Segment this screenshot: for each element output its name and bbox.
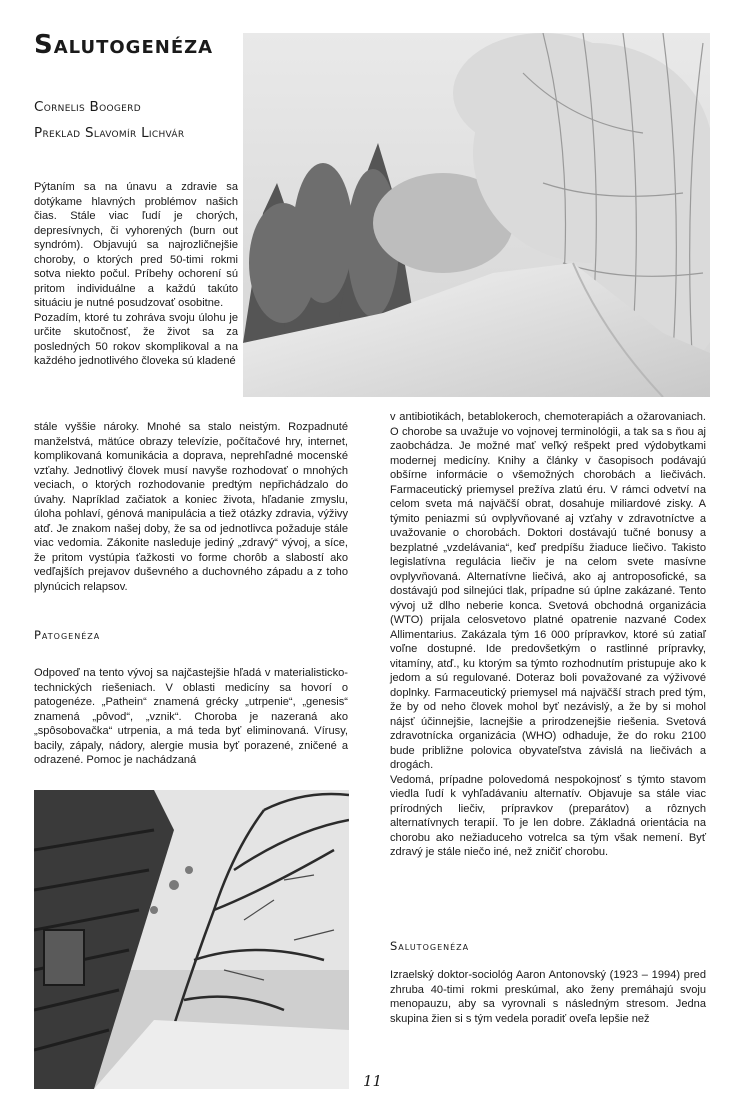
section-heading-salutogeneza: Salutogenéza [390, 939, 470, 953]
patogeneza-paragraph: Odpoveď na tento vývoj sa najčastejšie hľadá v materialisticko-technických riešeniach. V oblasti medicíny sa hovorí o patogenéze. „Pathein“ znamená grécky „utrpenie“, „genesis“ znamená „pôvod“, „vznik“. Choroba je nazeraná ako „spôsobovačka“ utrpenia, a má teda byť eliminovaná. Vírusy, bacily, zápaly, nádory, alergie musia byť porazené, zničené a odrazené. Pomoc je nachádzaná [34, 667, 348, 766]
article-title: Salutogenéza [34, 30, 214, 60]
section-heading-patogeneza: Patogenéza [34, 628, 101, 642]
patogeneza-text [34, 666, 348, 768]
background-paragraph: Pozadím, ktoré tu zohráva svoju úlohu je určite skutočnosť, že život sa za posledných 50 rokov skomplikoval a na každého jednotlivého človeka sú kladené [34, 311, 238, 367]
dissatisfaction-paragraph: Vedomá, prípadne polovedomá nespokojnosť s týmto stavom viedla ľudí k vyhľadávaniu alternatív. Objavuje sa stále viac prírodných liečiv, prípravkov (preparátov) a rôznych alternatívnych terapií. To je len dobre. Základná orientácia na chorobu ako nežiaduceho votrelca sa tým však nemení. Byť zdravý je stále niečo iné, než zničiť chorobu. [390, 773, 706, 858]
intro-paragraph: Pýtaním sa na únavu a zdravie sa dotýkame hlavných problémov našich čias. Stále viac ľudí je chorých, depresívnych, či vyhorených (burn out syndróm). Objavujú sa najrozličnejšie choroby, o ktorých pred 50-timi rokmi sotva niekto počul. Príbehy ochorení sú pritom individuálne a každú takúto situáciu je nutné posudzovať osobitne. [34, 181, 238, 309]
author-name: Cornelis Boogerd [34, 99, 141, 115]
antonovsky-paragraph: Izraelský doktor-sociológ Aaron Antonovský (1923 – 1994) pred zhruba 40-timi rokmi preskúmal, ako ženy premáhajú svoju menopauzu, aby sa vyrovnali s následným stresom. Jedna skupina žien si s tým vedela poradiť oveľa lepšie než [390, 969, 706, 1025]
left-column-text [34, 420, 348, 594]
snowy-cabin-photo [34, 790, 349, 1089]
intro-text-column [34, 180, 238, 369]
byline [34, 94, 184, 146]
medicine-paragraph: v antibiotikách, betablokeroch, chemoterapiách a ožarovaniach. O chorobe sa uvažuje vo vojnovej terminológii, a tak sa s ňou aj zaobchádza. Je možné mať veľký rešpekt pred výdobytkami modernej medicíny. Knihy a články v časopisoch podávajú obšírne informácie o všemožných chorobách a liečivách. Farmaceutický priemysel prežíva zlatú éru. V rámci odvetví na celom sveta má najväčší obrat, dosahuje miliardové zisky. A týmito peniazmi sú ovplyvňované aj vzťahy v zdravotníctve a uvažovanie o chorobách. Doktori dostávajú tučné bonusy a bezplatné „vzdelávania“, keď predpíšu žiaduce liečivo. Takisto legislatívna regulácia liečiv je na celom svete masívne ovplyvňovaná. Alternatívne liečivá, ako aj antroposofické, sa dostávajú pod silnejúci tlak, prípadne sú úplne zakázané. Tento vývoj už dlho neberie konca. Svetová obchodná organizácia (WTO) prijala celosvetovo platné opatrenie nazvané Codex Allimentarius. Zakázala tým 16 000 prípravkov, ktoré sú zatiaľ voľne dostupné. Ide predovšetkým o rastlinné prípravky, vitamíny, atď., ku ktorým sa týmto rozhodnutím pristupuje ako k jedom a sú regulované. Doteraz boli považované za výživové doplnky. Farmaceutický priemysel má najväčší strach pred tým, že by od neho človek mohol byť nezávislý, a že by si mohol nájsť účinnejšie, lacnejšie a prirodzenejšie riešenia. Svetová zdravotnícka organizácia (WHO) odhaduje, že do roku 2100 bude približne polovica obyvateľstva závislá na liečivách a drogách. [390, 411, 706, 771]
salutogeneza-text [390, 968, 706, 1026]
page-number: 11 [362, 1072, 383, 1090]
demands-paragraph: stále vyššie nároky. Mnohé sa stalo neistým. Rozpadnuté manželstvá, mätúce obrazy televízie, počítačové hry, internet, komplikovaná komunikácia a doprava, neprehľadné mocenské vzťahy. Jednotlivý človek musí navyše rozhodovať o mnohých veciach, o ktorých rozhodovanie predtým nepřichádzalo do úvahy. Napríklad začiatok a koniec života, hľadanie zmyslu, úloha pohlaví, génová manipulácia a tiež otázky zdravia, výživy atď. Je znakom našej doby, že sa od jednotlivca požaduje stále viac vedomia. Zákonite nasleduje jediný „zdravý“ vývoj, a síce, že pritom vystúpia ťažkosti vo forme chorôb a slabostí ako vedľajších prejavov duševného a duchovného západu a z toho plynúcich relapsov. [34, 421, 348, 593]
right-column-text [390, 410, 706, 860]
translator-credit: Preklad Slavomír Lichvár [34, 125, 185, 141]
snowy-forest-photo [243, 33, 710, 397]
